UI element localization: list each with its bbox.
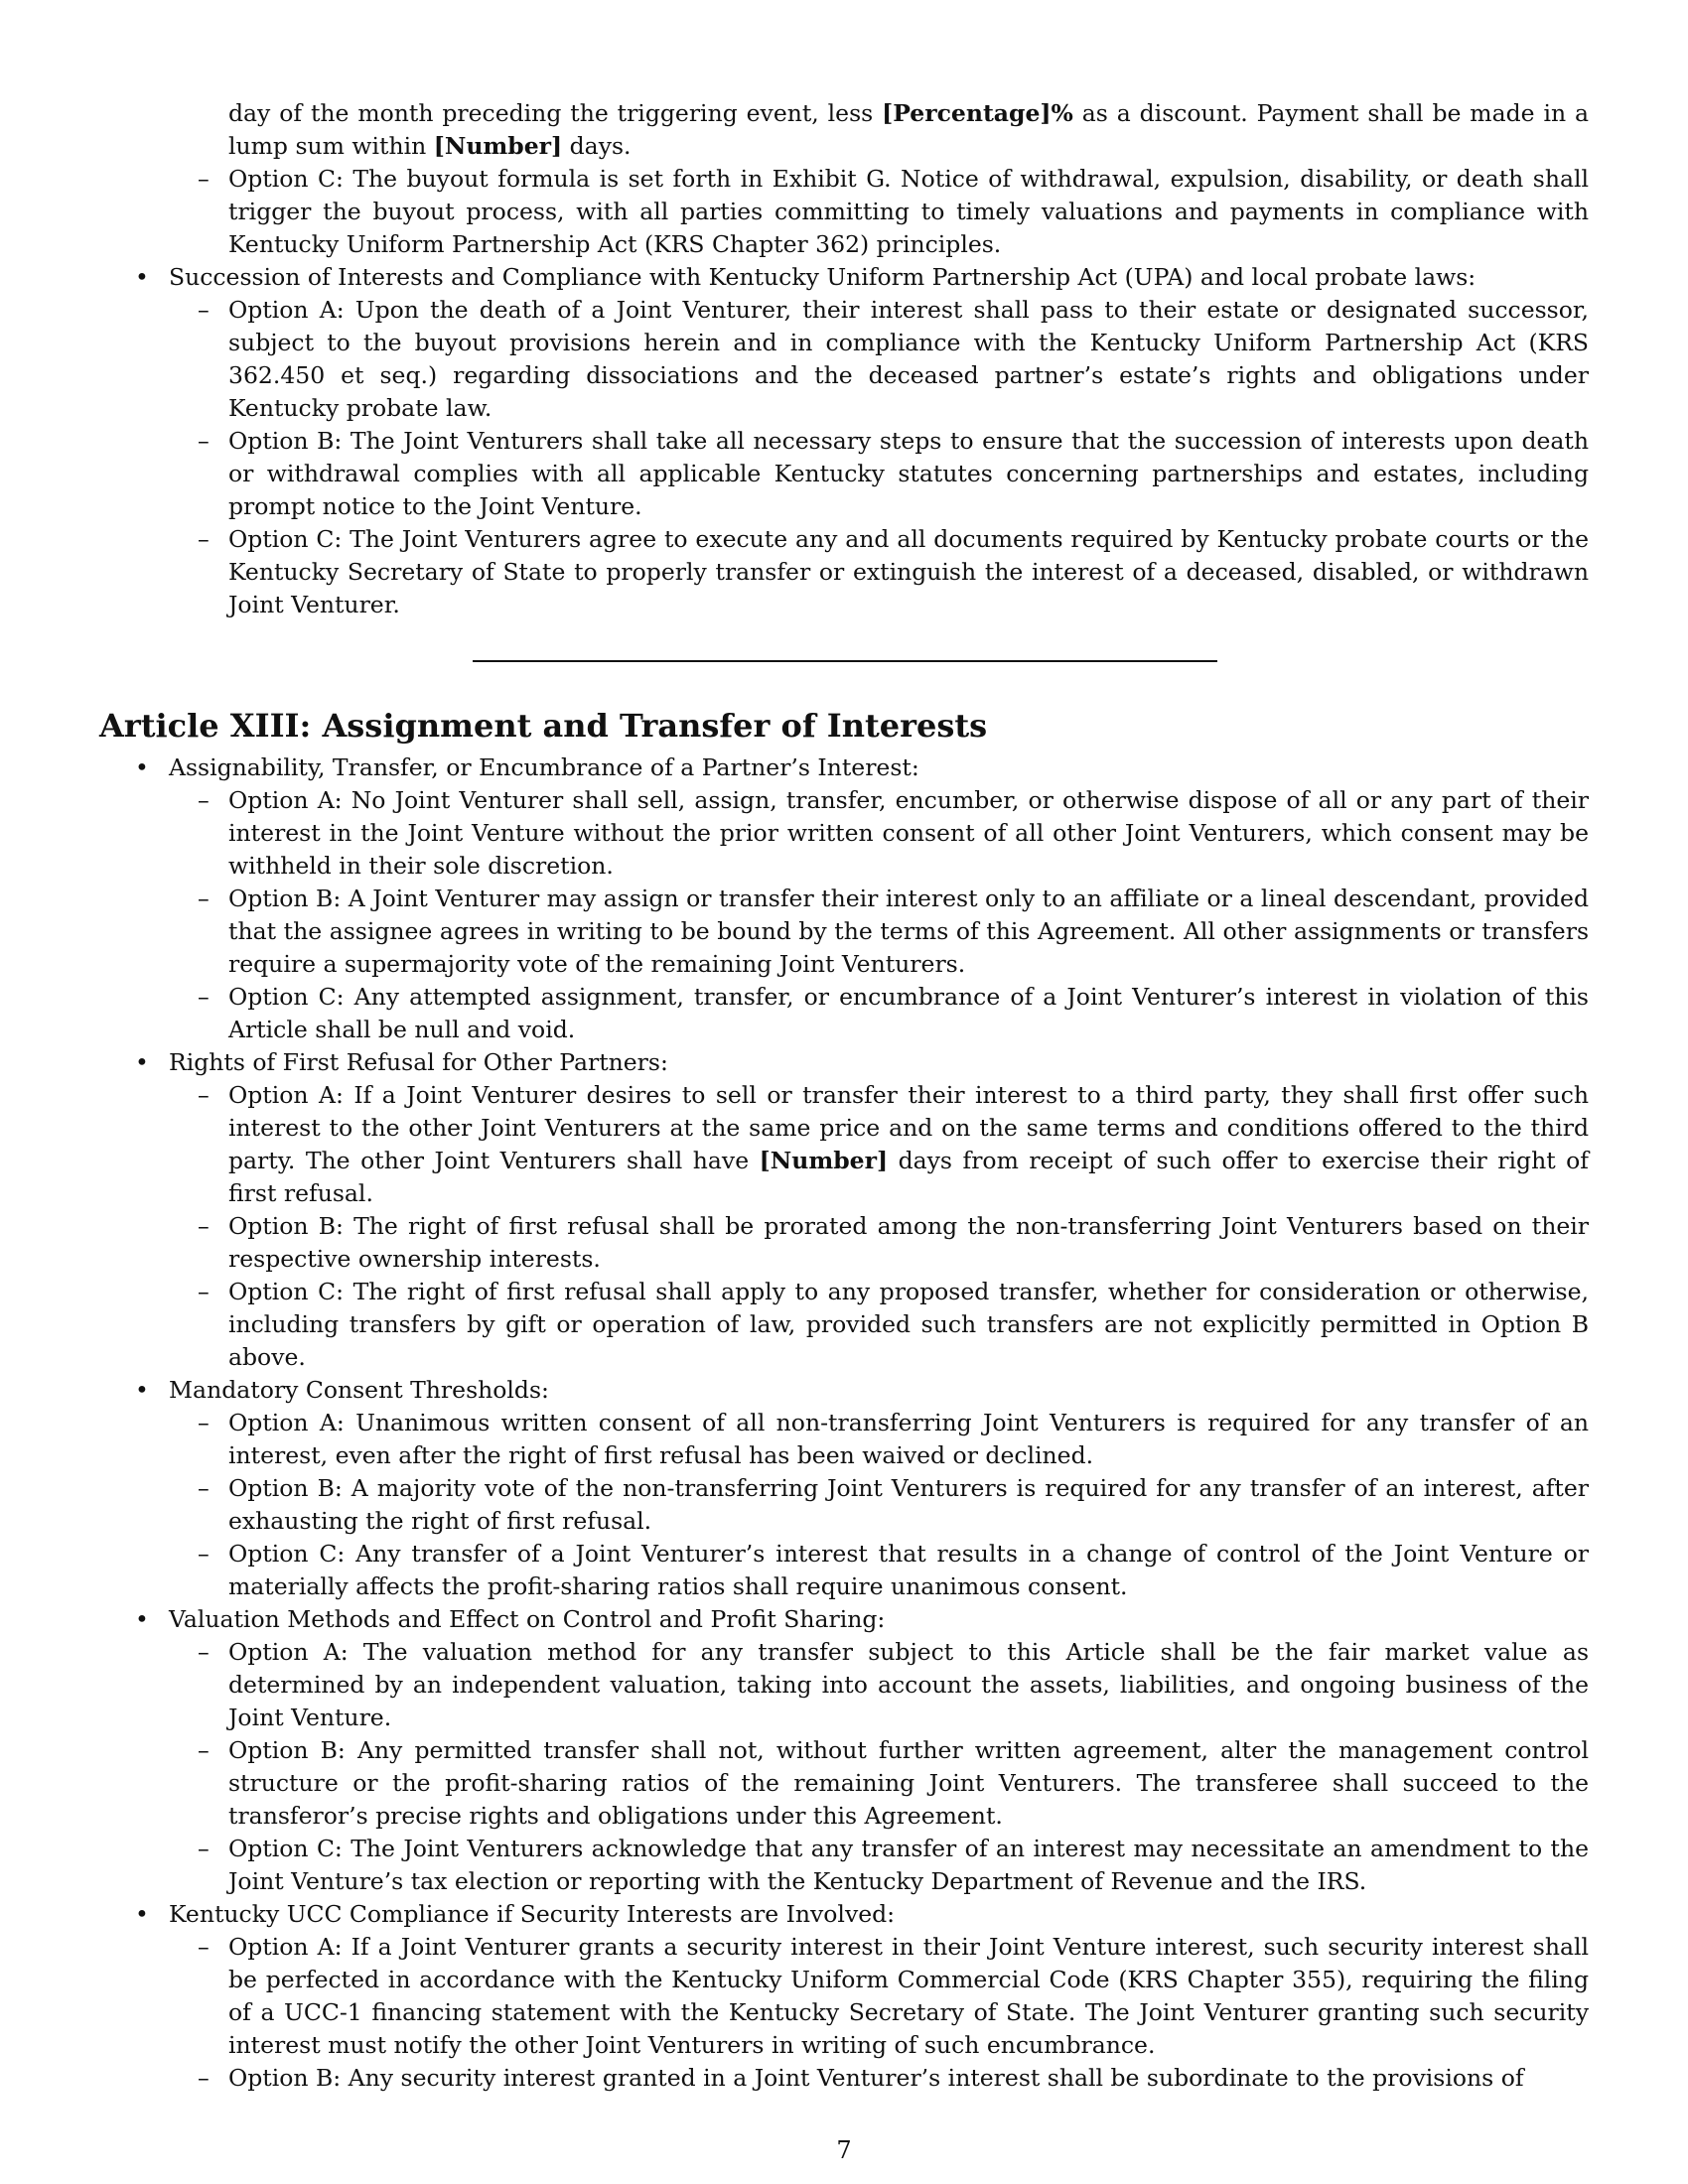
option-item xyxy=(169,163,1589,261)
option-text: Option B: Any permitted transfer shall not, without further written agreement, alter the management control structure or the profit-sharing ratios of the remaining Joint Venturers. The transferee shall succeed to the transferor’s precise rights and obligations under this Agreement. xyxy=(228,1736,1589,1830)
page-number: 7 xyxy=(836,2136,852,2164)
option-item xyxy=(169,1472,1589,1538)
option-text: Option C: The buyout formula is set forth in Exhibit G. Notice of withdrawal, expulsion, disability, or death shall trigger the buyout process, with all parties committing to timely valuations and payments in compliance with Kentucky Uniform Partnership Act (KRS Chapter 362) principles. xyxy=(228,165,1589,258)
dash-marker: – xyxy=(198,165,210,193)
option-text: Option A: The valuation method for any transfer subject to this Article shall be the fair market value as determined by an independent valuation, taking into account the assets, liabilities, and ongoing business of the Joint Venture. xyxy=(228,1638,1589,1731)
option-item xyxy=(169,981,1589,1046)
option-text-after: days from receipt of such offer to exercise their right of first refusal. xyxy=(228,1147,1590,1207)
bullet-marker: • xyxy=(135,263,149,291)
option-item xyxy=(169,784,1589,883)
option-text: Option A: Unanimous written consent of all non-transferring Joint Venturers is required for any transfer of an interest, even after the right of first refusal has been waived or declined. xyxy=(228,1409,1589,1469)
option-item xyxy=(169,1931,1589,2062)
option-list xyxy=(169,1931,1589,2095)
bullet-marker: • xyxy=(135,1376,149,1404)
percentage-placeholder: [Percentage]% xyxy=(882,99,1073,127)
dash-marker: – xyxy=(198,1212,210,1240)
option-item xyxy=(169,294,1589,425)
option-text: Option C: Any transfer of a Joint Venturer’s interest that results in a change of control of the Joint Venture or materially affects the profit-sharing ratios shall require unanimous consent. xyxy=(228,1540,1589,1600)
dash-marker: – xyxy=(198,1474,210,1502)
dash-marker: – xyxy=(198,525,210,553)
option-text: Option C: The right of first refusal shall apply to any proposed transfer, whether for consideration or otherwise, including transfers by gift or operation of law, provided such transfers are not explicitly permitted in Option B above. xyxy=(228,1278,1589,1371)
option-text: Option B: The Joint Venturers shall take all necessary steps to ensure that the succession of interests upon death or withdrawal complies with all applicable Kentucky statutes concerning partnerships and estates, including prompt notice to the Joint Venture. xyxy=(228,427,1589,520)
option-item xyxy=(169,883,1589,981)
number-placeholder: [Number] xyxy=(433,132,563,160)
item-heading: Mandatory Consent Thresholds: xyxy=(169,1376,549,1404)
option-item xyxy=(169,1636,1589,1734)
dash-marker: – xyxy=(198,296,210,324)
option-item xyxy=(169,1210,1589,1276)
intro-text-2: as a discount. Payment shall be made in a lump sum within xyxy=(228,99,1589,160)
dash-marker: – xyxy=(198,1409,210,1436)
option-text: Option C: The Joint Venturers acknowledge that any transfer of an interest may necessitate an amendment to the Joint Venture’s tax election or reporting with the Kentucky Department of Revenue and the IRS. xyxy=(228,1835,1589,1895)
option-item xyxy=(169,1833,1589,1898)
dash-marker: – xyxy=(198,983,210,1011)
previous-article-list xyxy=(99,163,1589,621)
option-list xyxy=(169,163,1589,261)
option-text: Option B: The right of first refusal shall be prorated among the non-transferring Joint Venturers based on their respective ownership interests. xyxy=(228,1212,1589,1273)
option-item xyxy=(169,2062,1589,2095)
list-item xyxy=(99,261,1589,621)
list-item xyxy=(99,1603,1589,1898)
option-item xyxy=(169,1276,1589,1374)
bullet-marker: • xyxy=(135,1605,149,1633)
option-item xyxy=(169,1734,1589,1833)
bullet-marker: • xyxy=(135,753,149,781)
option-text: Option B: A Joint Venturer may assign or transfer their interest only to an affiliate or a lineal descendant, provided that the assignee agrees in writing to be bound by the terms of this Agreement. All other assignments or transfers require a supermajority vote of the remaining Joint Venturers. xyxy=(228,885,1589,978)
dash-marker: – xyxy=(198,1638,210,1666)
article-heading: Article XIII: Assignment and Transfer of Interests xyxy=(99,707,988,745)
dash-marker: – xyxy=(198,1081,210,1109)
list-item xyxy=(99,1046,1589,1374)
option-item xyxy=(169,1079,1589,1210)
option-list xyxy=(169,784,1589,1046)
option-list xyxy=(169,1636,1589,1898)
item-heading: Rights of First Refusal for Other Partners: xyxy=(169,1048,668,1076)
option-text: Option B: A majority vote of the non-transferring Joint Venturers is required for any transfer of an interest, after exhausting the right of first refusal. xyxy=(228,1474,1589,1535)
dash-marker: – xyxy=(198,1933,210,1961)
item-heading: Kentucky UCC Compliance if Security Interests are Involved: xyxy=(169,1900,896,1928)
option-list xyxy=(169,294,1589,621)
dash-marker: – xyxy=(198,786,210,814)
dash-marker: – xyxy=(198,427,210,455)
option-item xyxy=(169,1407,1589,1472)
item-heading: Succession of Interests and Compliance with Kentucky Uniform Partnership Act (UPA) and local probate laws: xyxy=(169,263,1477,291)
intro-text-1: day of the month preceding the triggering event, less xyxy=(228,99,883,127)
dash-marker: – xyxy=(198,1736,210,1764)
option-text: Option C: The Joint Venturers agree to execute any and all documents required by Kentucky probate courts or the Kentucky Secretary of State to properly transfer or extinguish the interest of a deceased, disabled, or withdrawn Joint Venturer. xyxy=(228,525,1589,618)
option-item xyxy=(169,1538,1589,1603)
option-text: Option A: Upon the death of a Joint Venturer, their interest shall pass to their estate or designated successor, subject to the buyout provisions herein and in compliance with the Kentucky Uniform Partnership Act (KRS 362.450 et seq.) regarding dissociations and the deceased partner’s estate’s rights and obligations under Kentucky probate law. xyxy=(228,296,1589,422)
option-text: Option A: If a Joint Venturer desires to sell or transfer their interest to a third party, they shall first offer such interest to the other Joint Venturers at the same price and on the same terms and conditions offered to the third party. The other Joint Venturers shall have xyxy=(228,1081,1589,1174)
option-text: Option A: No Joint Venturer shall sell, assign, transfer, encumber, or otherwise dispose of all or any part of their interest in the Joint Venture without the prior written consent of all other Joint Venturers, which consent may be withheld in their sole discretion. xyxy=(228,786,1589,880)
list-item xyxy=(99,1898,1589,2095)
option-text: Option A: If a Joint Venturer grants a security interest in their Joint Venture interest, such security interest shall be perfected in accordance with the Kentucky Uniform Commercial Code (KRS Chapter 355), requiring the filing of a UCC-1 financing statement with the Kentucky Secretary of State. The Joint Venturer granting such security interest must notify the other Joint Venturers in writing of such encumbrance. xyxy=(228,1933,1589,2059)
number-placeholder: [Number] xyxy=(759,1147,889,1174)
bullet-marker: • xyxy=(135,1048,149,1076)
page-content xyxy=(99,97,1589,2095)
dash-marker: – xyxy=(198,1540,210,1568)
list-item xyxy=(99,1374,1589,1603)
option-text: Option C: Any attempted assignment, transfer, or encumbrance of a Joint Venturer’s interest in violation of this Article shall be null and void. xyxy=(228,983,1589,1043)
item-heading: Assignability, Transfer, or Encumbrance of a Partner’s Interest: xyxy=(169,753,919,781)
article-list xyxy=(99,751,1589,2095)
option-item xyxy=(169,425,1589,523)
horizontal-rule xyxy=(473,660,1217,662)
list-item xyxy=(99,163,1589,261)
option-text: Option B: Any security interest granted in a Joint Venturer’s interest shall be subordinate to the provisions of xyxy=(228,2064,1524,2092)
continued-paragraph xyxy=(228,97,1589,163)
option-list xyxy=(169,1079,1589,1374)
dash-marker: – xyxy=(198,1835,210,1862)
dash-marker: – xyxy=(198,1278,210,1305)
item-heading: Valuation Methods and Effect on Control and Profit Sharing: xyxy=(169,1605,886,1633)
intro-text-3: days. xyxy=(562,132,632,160)
option-item xyxy=(169,523,1589,621)
option-list xyxy=(169,1407,1589,1603)
dash-marker: – xyxy=(198,885,210,912)
bullet-marker: • xyxy=(135,1900,149,1928)
dash-marker: – xyxy=(198,2064,210,2092)
list-item xyxy=(99,751,1589,1046)
